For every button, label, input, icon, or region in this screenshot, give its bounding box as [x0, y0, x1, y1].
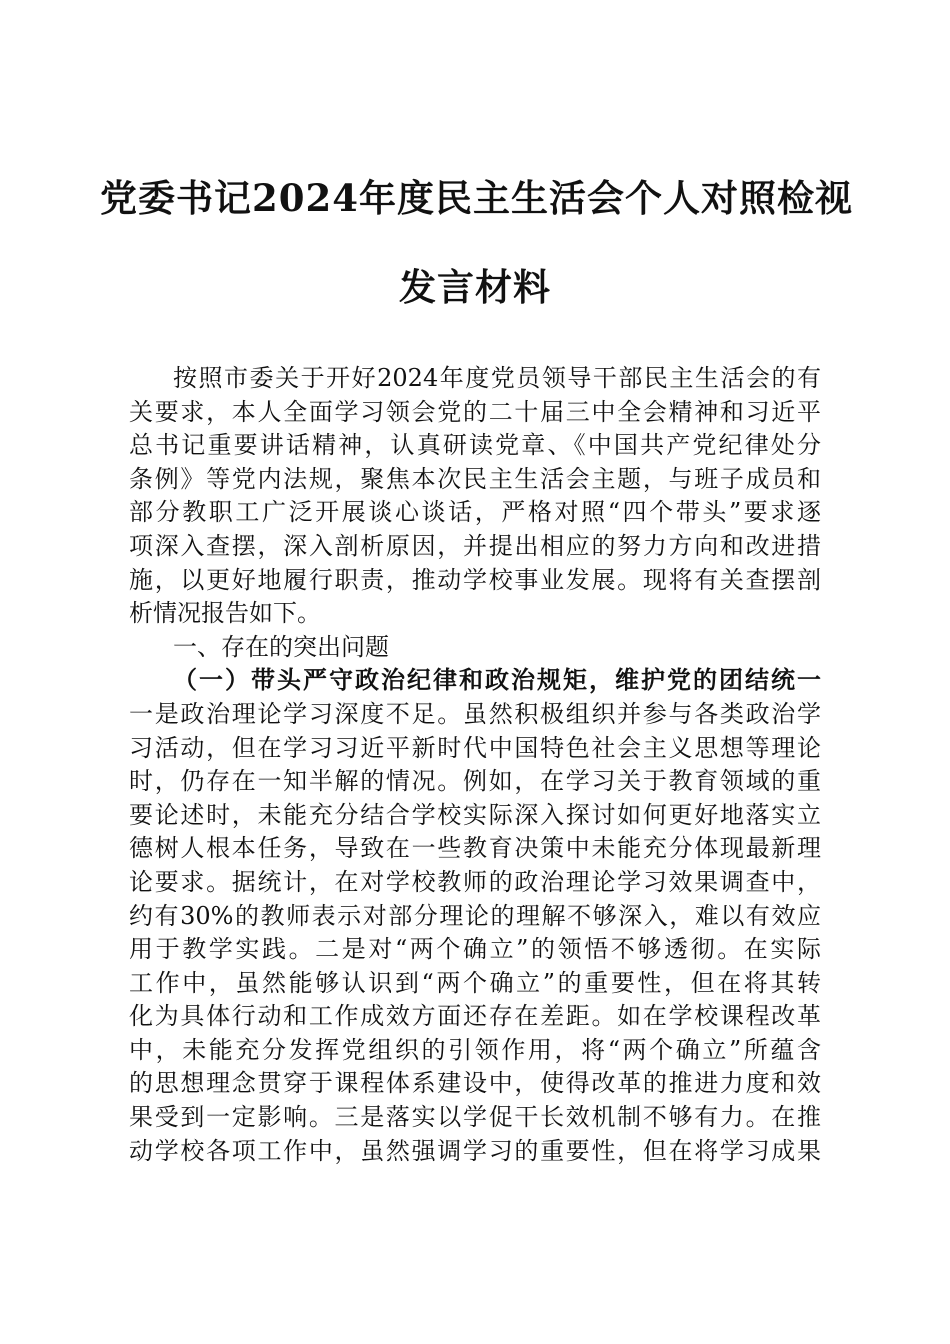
- paragraph-line: 按照市委关于开好2024年度党员领导干部民主生活会的有: [173, 364, 821, 392]
- paragraph-line: 施，以更好地履行职责，推动学校事业发展。现将有关查摆剖: [129, 565, 821, 594]
- paragraph-line: 要论述时，未能充分结合学校实际深入探讨如何更好地落实立: [129, 800, 821, 829]
- paragraph-line: 条例》等党内法规，聚焦本次民主生活会主题，与班子成员和: [129, 464, 821, 493]
- paragraph-line: 关要求，本人全面学习领会党的二十届三中全会精神和习近平: [129, 397, 821, 426]
- paragraph-line: 约有30%的教师表示对部分理论的理解不够深入，难以有效应: [129, 901, 821, 930]
- paragraph-line: 总书记重要讲话精神，认真研读党章、《中国共产党纪律处分: [129, 431, 821, 460]
- paragraph-line: 论要求。据统计，在对学校教师的政治理论学习效果调查中，: [129, 867, 821, 896]
- paragraph-line: 德树人根本任务，导致在一些教育决策中未能充分体现最新理: [129, 834, 821, 863]
- document-title-line-1: 党委书记2024年度民主生活会个人对照检视: [100, 176, 853, 220]
- section-heading: 一、存在的突出问题: [173, 632, 389, 661]
- document-title-line-2: 发言材料: [399, 265, 551, 309]
- paragraph-line: 用于教学实践。二是对“两个确立”的领悟不够透彻。在实际: [129, 935, 821, 964]
- paragraph-line: 一是政治理论学习深度不足。虽然积极组织并参与各类政治学: [129, 699, 821, 728]
- paragraph-line: 析情况报告如下。: [129, 599, 321, 628]
- paragraph-line: 化为具体行动和工作成效方面还存在差距。如在学校课程改革: [129, 1002, 821, 1031]
- paragraph-line: 动学校各项工作中，虽然强调学习的重要性，但在将学习成果: [129, 1136, 821, 1165]
- paragraph-line: 项深入查摆，深入剖析原因，并提出相应的努力方向和改进措: [129, 531, 821, 560]
- paragraph-line: 部分教职工广泛开展谈心谈话，严格对照“四个带头”要求逐: [129, 498, 821, 527]
- paragraph-line: 习活动，但在学习习近平新时代中国特色社会主义思想等理论: [129, 733, 821, 762]
- paragraph-line: 的思想理念贯穿于课程体系建设中，使得改革的推进力度和效: [129, 1069, 821, 1098]
- paragraph-line: 果受到一定影响。三是落实以学促干长效机制不够有力。在推: [129, 1103, 821, 1132]
- subsection-heading: （一）带头严守政治纪律和政治规矩，维护党的团结统一: [173, 666, 821, 695]
- paragraph-line: 中，未能充分发挥党组织的引领作用，将“两个确立”所蕴含: [129, 1035, 821, 1064]
- paragraph-line: 时，仍存在一知半解的情况。例如，在学习关于教育领域的重: [129, 767, 821, 796]
- paragraph-line: 工作中，虽然能够认识到“两个确立”的重要性，但在将其转: [129, 968, 821, 997]
- document-body: [129, 362, 821, 1168]
